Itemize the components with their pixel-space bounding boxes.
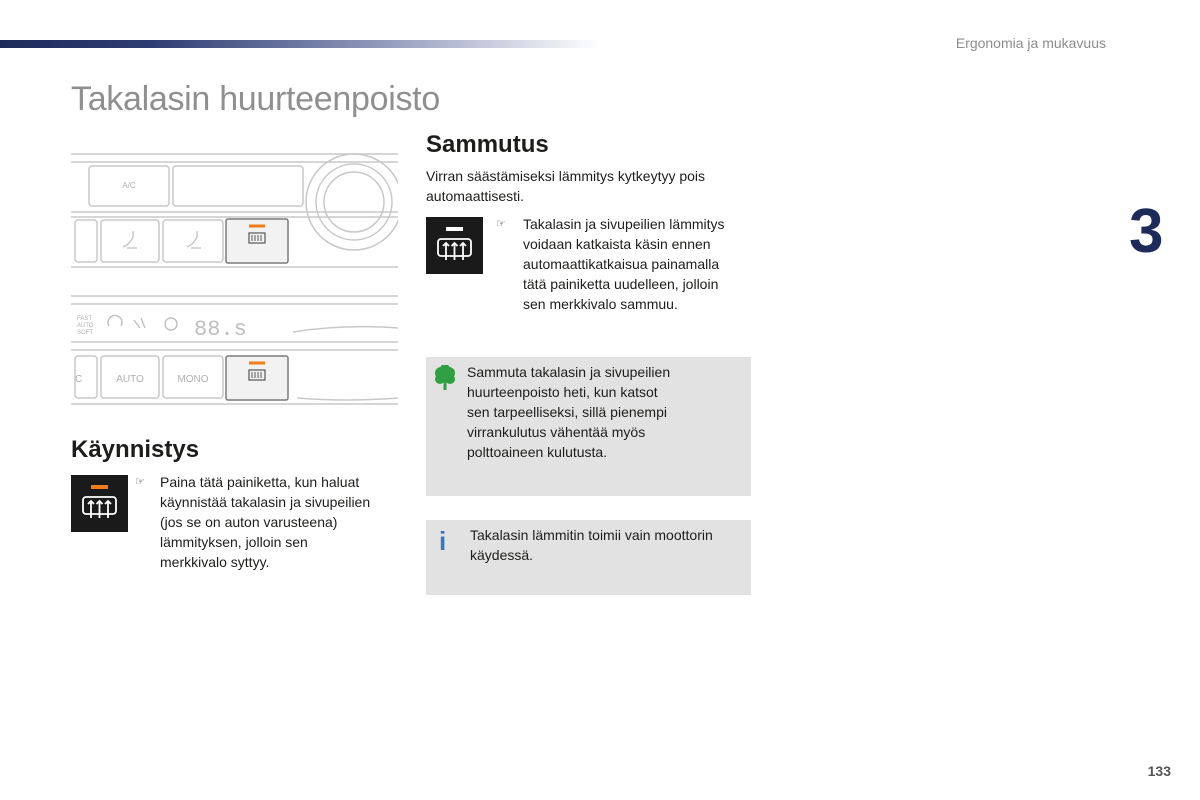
text-line: sen merkkivalo sammuu. [523, 296, 678, 312]
text-line: automaattikatkaisua painamalla [523, 256, 720, 272]
rear-defrost-off-icon [426, 217, 483, 274]
sammutus-text [523, 214, 725, 314]
temperature-display: 88.s [194, 317, 247, 342]
auto-button-label: AUTO [116, 374, 144, 385]
edge-label: C [75, 374, 83, 385]
text-line: Takalasin lämmitin toimii vain moottorin [470, 527, 713, 543]
text-line: Takalasin ja sivupeilien lämmitys [523, 216, 725, 232]
kaynnistys-heading: Käynnistys [71, 436, 200, 463]
text-line: virrankulutus vähentää myös [467, 424, 646, 440]
text-line: käynnistää takalasin ja sivupeilien [160, 494, 371, 510]
bullet-marker: ☞ [135, 476, 145, 488]
text-line: lämmityksen, jolloin sen [160, 534, 308, 550]
page-title: Takalasin huurteenpoisto [71, 80, 440, 118]
ac-label: A/C [122, 181, 136, 190]
eco-tree-icon [434, 365, 456, 391]
svg-text:FAST AUTO SOFT [77, 316, 95, 336]
climate-panel-illustration-bottom [71, 292, 398, 410]
text-line: polttoaineen kulutusta. [467, 444, 608, 460]
text-line: huurteenpoisto heti, kun katsot [467, 384, 658, 400]
bullet-marker: ☞ [496, 218, 506, 230]
sammutus-heading: Sammutus [426, 131, 549, 158]
text-line: merkkivalo syttyy. [160, 554, 270, 570]
rear-defrost-on-icon [71, 475, 128, 532]
text-line: tätä painiketta uudelleen, jolloin [523, 276, 719, 292]
chapter-number: 3 [1129, 197, 1164, 266]
section-header: Ergonomia ja mukavuus [955, 35, 1106, 51]
climate-panel-illustration-top [71, 150, 398, 272]
info-icon: i [439, 526, 447, 556]
info-note-box [426, 520, 751, 595]
text-line: sen tarpeelliseksi, sillä pienempi [467, 404, 667, 420]
text-line: (jos se on auton varusteena) [160, 514, 338, 530]
eco-note-text [467, 362, 670, 462]
header-band [0, 40, 600, 48]
kaynnistys-text [160, 472, 370, 572]
page-number: 133 [1147, 763, 1171, 779]
text-line: käydessä. [470, 547, 534, 563]
text-line: automaattisesti. [426, 188, 525, 204]
text-line: voidaan katkaista käsin ennen [523, 236, 711, 252]
text-line: Paina tätä painiketta, kun haluat [160, 474, 360, 490]
mono-button-label: MONO [177, 374, 209, 385]
fast-label: FAST [77, 316, 92, 322]
text-line: Virran säästämiseksi lämmitys kytkeytyy pois [426, 168, 706, 184]
info-note-text [470, 525, 713, 565]
auto-small-label: AUTO [77, 323, 94, 329]
text-line: Sammuta takalasin ja sivupeilien [467, 364, 671, 380]
sammutus-intro [426, 166, 705, 206]
soft-label: SOFT [77, 330, 93, 336]
eco-note-box [426, 357, 751, 496]
